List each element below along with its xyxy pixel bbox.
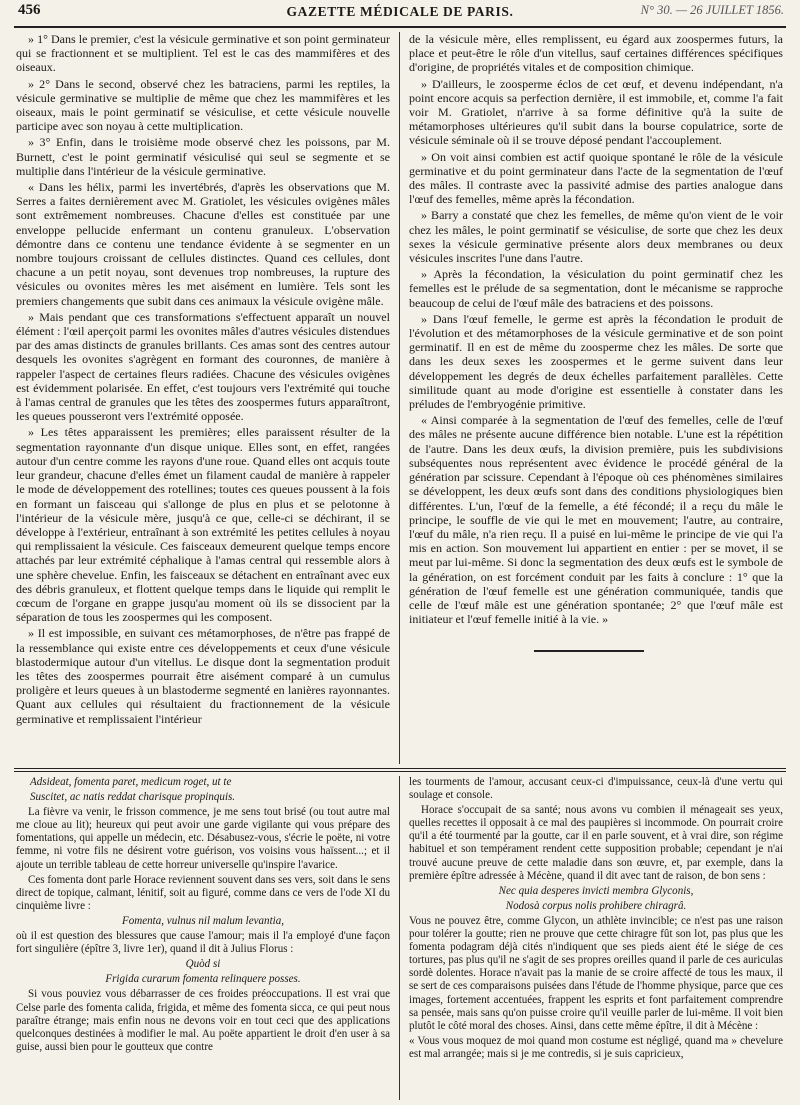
lower-left-column <box>16 776 390 1098</box>
paragraph: » Mais pendant que ces transformations s'effectuent apparaît un nouvel élément : l'œil aperçoit parmi les ovonites mâles d'autres vésicules distendues par des amas distincts de granules brillants. Ces amas sont des centres autour desquels les ovonites s'agrègent en formant des couronnes, de manière à rappeler l'aspect de certaines fleurs radiées. Chacune des vésicules ovigènes est évidemment polarisée. En effet, c'est toujours vers l'extrémité qui touche à l'amas central de granules que les têtes des zoospermes futurs apparaîtront, les queues pousseront vers l'extrémité opposée. <box>16 309 390 424</box>
latin-verse: Nodosà corpus nolis prohibere chiragrâ. <box>505 899 687 912</box>
paragraph: La fièvre va venir, le frisson commence, je me sens tout brisé (ou tout autre mal me cloue au lit); heureux qui peut avoir une garde vigilante qui vous prépare des fomentations, qui appelle un médecin, etc. Désabusez-vous, s'écrie le poëte, ni votre femme, ni votre fils ne désirent votre guérison, vos voisins vous haïssent...; et il ajoute un terrible tableau de cette horreur universelle qu'inspire l'avarice. <box>16 806 390 871</box>
paragraph: où il est question des blessures que cause l'amour; mais il l'a employé d'une façon fort singulière (épître 3, livre 1er), quand il dit à Julius Florus : <box>16 930 390 956</box>
paragraph: « Ainsi comparée à la segmentation de l'œuf des femelles, celle de l'œuf des mâles ne présente aucune différence bien notable. L'une est la répétition de l'autre. Dans les deux œufs, la division première, puis les subdivisions subséquentes nous représentent avec évidence le procédé général de la génération par scissure. Cependant à l'époque où ces phénomènes similaires se développent, les deux œufs sont dans des conditions physiologiques bien différentes. L'un, l'œuf de la femelle, a été fécondé; il a reçu du mâle le principe, le souffle de vie qui le met en mouvement; l'autre, au contraire, l'œuf du mâle, n'a rien reçu. Il a puisé en lui-même le principe de vie qui l'a mis en action. Son mouvement lui appartient en entier : per se movet, il se meut par lui-même. Si donc la segmentation des deux œufs est le symbole de la génération, on est forcément conduit par les faits à conclure : 1° que la génération de l'œuf femelle est une génération communiquée, tandis que celle de l'œuf mâle est une génération spontanée; 2° que l'œuf mâle est initiateur et l'œuf femelle initié à la vie. » <box>409 413 783 627</box>
paragraph: » 3° Enfin, dans le troisième mode observé chez les poissons, par M. Burnett, c'est le point germinatif vésiculisé qui seul se segmente et se multiplie dans l'intérieur de la vésicule germinative. <box>16 135 390 178</box>
paragraph: « Vous vous moquez de moi quand mon costume est négligé, quand ma » chevelure est mal arrangée; mais si je me contredis, si je suis capricieux, <box>409 1034 783 1060</box>
paragraph: » D'ailleurs, le zoosperme éclos de cet œuf, et devenu indépendant, n'a point encore acquis sa perfection dernière, il est immobile, et, comme l'a fait voir M. Gratiolet, n'arrive à sa forme définitive qu'à la suite de métamorphoses ultérieures qu'il subit dans la bourse copulatrice, sorte de vésicule séminale où il se trouve déposé pendant l'accouplement. <box>409 76 783 148</box>
latin-verse: Adsideat, fomenta paret, medicum roget, ut te <box>30 776 232 788</box>
paragraph: de la vésicule mère, elles remplissent, eu égard aux zoospermes futurs, la place et peut-être le rôle d'un vitellus, sauf certaines différences spécifiques d'origine, de propriétés vitales et de composition chimique. <box>409 32 783 75</box>
paragraph: » Les têtes apparaissent les premières; elles paraissent résulter de la segmentation rayonnante d'un disque unique. Elles sont, en effet, rangées autour d'un centre comme les rayons d'une roue. Quand elles ont acquis toute leur grandeur, chacune d'elles émet un filament caudal de manière à rappeler le mode de développement des rotellines; toutes ces queues poussent à la fois en formant un faisceau qui s'allonge de plus en plus et se pelotonne à l'intérieur de la vésicule mère, jusqu'à ce que, celle-ci se déchirant, il se développe à l'extérieur, entraînant à son extrémité les petites cellules à noyau qui remplissaient la vésicule. Ces faisceaux demeurent quelque temps encore attachés par leur extrémité céphalique à l'amas central qui ressemble alors à une sphère chevelue. Enfin, les faisceaux se détachent en entraînant avec eux des débris granuleux, et flottent quelque temps dans le liquide qui remplit le cœcum de l'organe en grappe jusqu'au moment où ils se dissocient par la séparation de tous les zoospermes qui les composent. <box>16 425 390 625</box>
latin-verse: Suscitet, ac natis reddat charisque propinquis. <box>30 791 236 804</box>
paragraph: Ces fomenta dont parle Horace reviennent souvent dans ses vers, soit dans le sens direct de topique, calmant, lénitif, soit au figuré, comme dans ce vers de l'ode XI du cinquième livre : <box>16 873 390 912</box>
paragraph: » 1° Dans le premier, c'est la vésicule germinative et son point germinateur qui se fractionnent et se multiplient. Tel est le cas des mammifères et des oiseaux. <box>16 32 390 75</box>
paragraph: » Dans l'œuf femelle, le germe est après la fécondation le produit de l'évolution et des métamorphoses de la vésicule germinative et de son point germinatif. Il en est de même du zoosperme chez les mâles. De sorte que dans les deux sexes les zoospermes et le germe suivent dans leur développement les degrés de deux échelles parfaitement parallèles. Cette similitude quant au mode d'origine est essentielle à constater dans les préludes de l'embryogénie primitive. <box>409 311 783 412</box>
paragraph: Horace s'occupait de sa santé; nous avons vu combien il ménageait ses yeux, quelles recettes il opposait à ce mal des paupières si incommode. On pourrait croire qu'il a été tourmenté par la goutte, car il en parle souvent, et à vrai dire, son régime habituel et son tempérament rendent cette supposition probable; cependant je n'ai trouvé aucune preuve de cette maladie dans son œuvre, et, par exemple, dans la première épître adressée à Mécène, quand il dit avec tant de raison, de bon sens : <box>409 804 783 882</box>
latin-verse: Quòd si <box>185 958 221 971</box>
paragraph: » Après la fécondation, la vésiculation du point germinatif chez les femelles est le prélude de sa segmentation, dont le mécanisme se rapproche beaucoup de celui de l'œuf mâle des batraciens et des poissons. <box>409 267 783 310</box>
upper-left-column <box>16 32 390 762</box>
lower-right-column <box>409 776 783 1098</box>
column-divider <box>399 776 400 1100</box>
paragraph: » On voit ainsi combien est actif quoique spontané le rôle de la vésicule germinative et du point germinateur dans l'acte de la segmentation de l'œuf des mâles. Il contraste avec la passivité admise des parties analogue dans l'œuf des femelles, même après la fécondation. <box>409 149 783 207</box>
page-number: 456 <box>18 2 41 18</box>
latin-verse: Fomenta, vulnus nil malum levantia, <box>122 914 284 927</box>
column-divider <box>399 32 400 764</box>
issue-date: N° 30. — 26 JUILLET 1856. <box>640 3 784 17</box>
feuilleton-separator <box>14 768 786 772</box>
paragraph: Vous ne pouvez être, comme Glycon, un athlète invincible; ce n'est pas une raison pour tolérer la goutte; rien ne prouve que cette chiragre fût son lot, pas plus que les fomenta podagram déjà cités n'indiquent que ses pieds aient été le siége de ces tortures, pas plus qu'il ne s'agit de ses propres oreilles quand il parle de ces auriculas sordè dolentes. Horace n'avait pas la manie de se croire affecté de tous les maux, il se sert de ces comparaisons puisées dans l'étude de l'homme physique, parce que ces images, fortement accentuées, frappent les esprits et font parfaitement comprendre sa pensée, mais sans qu'on puisse croire qu'il veuille parler de lui-même. Il voit bien plutôt le côté moral des choses. Ainsi, dans cette même épître, il dit à Mécène : <box>409 914 783 1032</box>
upper-right-column <box>409 32 783 762</box>
latin-verse: Frigida curarum fomenta relinquere posses. <box>105 973 301 986</box>
paragraph: Si vous pouviez vous débarrasser de ces froides préoccupations. Il est vrai que Celse parle des fomenta calida, frigida, et même des fomenta sicca, ce qui peut nous paraître étrange; mais enfin nous ne devons voir en tout ceci que des applications quelconques destinées à modifier le mal. Au poëte appartient le droit d'en user à sa guise, aussi bien pour le goutteux que contre <box>16 988 390 1053</box>
article-end-rule <box>534 650 644 652</box>
page-header <box>14 0 786 28</box>
paragraph: » Barry a constaté que chez les femelles, de même qu'on vient de le voir chez les mâles, le point germinatif se vésiculise, de sorte que chez les deux sexes la vésicule germinative présente alors deux membranes ou deux vésicules inscrites l'une dans l'autre. <box>409 208 783 266</box>
paragraph: » 2° Dans le second, observé chez les batraciens, parmi les reptiles, la vésicule germinative se multiplie de même que chez les mammifères et les oiseaux, mais le point germinatif se vésiculise, et cette vésicule nouvelle participe avec son noyau à cette multiplication. <box>16 76 390 134</box>
paragraph: « Dans les hélix, parmi les invertébrés, d'après les observations que M. Serres a faites dernièrement avec M. Gratiolet, les vésicules ovigènes mâles sont extrêmement nombreuses. Chacune d'elles est constituée par une enveloppe pellucide enfermant un contenu granuleux. L'observation démontre dans ce contenu une tendance évidente à se segmenter en un nombre toujours croissant de cellules distinctes. Quand ces cellules, dont chacune a un petit noyau, sont devenues trop nombreuses, la rupture des vésicules ou ovonites mères les met aisément en lumière. Tels sont les premiers changements que subit dans ces animaux la vésicule ovigène mâle. <box>16 180 390 308</box>
latin-verse: Nec quia desperes invicti membra Glyconis, <box>498 884 694 897</box>
journal-title: GAZETTE MÉDICALE DE PARIS. <box>286 4 514 19</box>
paragraph: les tourments de l'amour, accusant ceux-ci d'impuissance, ceux-là d'une vertu qui soulage et console. <box>409 776 783 802</box>
paragraph: » Il est impossible, en suivant ces métamorphoses, de n'être pas frappé de la ressemblance qui existe entre ces développements et ceux d'une vésicule blastodermique autour d'un vitellus. Le disque dont la segmentation produit les têtes des zoospermes pourrait être aisément comparé à un cumulus proligère et leurs queues à un blastoderme segmenté en lanières rayonnantes. Quant aux cellules qui résultaient du fractionnement de la vésicule germinative et remplissaient l'intérieur <box>16 626 390 726</box>
